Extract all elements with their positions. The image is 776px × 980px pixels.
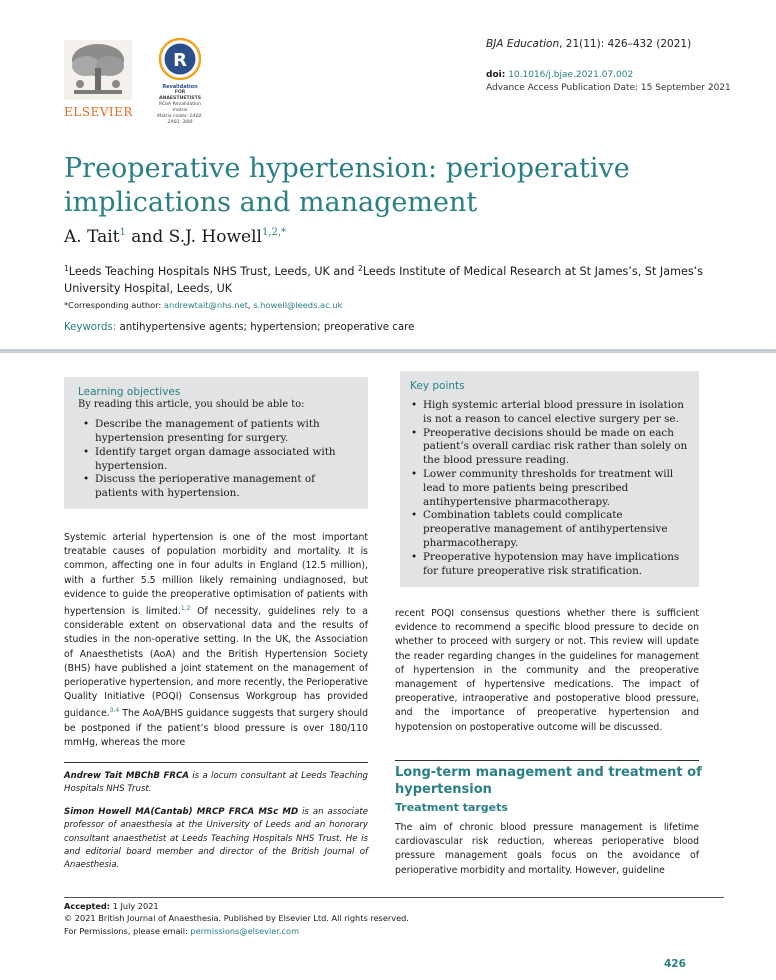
- key-points-box: [400, 371, 699, 587]
- access-date: Advance Access Publication Date: 15 September 2021: [486, 83, 731, 93]
- r-logo-caption: Revalidation: [162, 84, 198, 90]
- elsevier-logo: [64, 40, 133, 119]
- keywords-label: Keywords:: [64, 322, 117, 333]
- elsevier-tree-icon: [64, 40, 132, 100]
- affiliation-text: Leeds Institute of Medical Research at St James’s, St James’s University Hospital, Leeds, UK: [64, 265, 704, 295]
- body-text: Of necessity, guidelines rely to a considerable extent on observational data and the results of studies in the non-operative setting. In the UK, the Association of Anaesthetists (AoA) and the British Hypertension Society (BHS) have published a joint statement on the management of perioperative hypertension, and more recently, the Perioperative Quality Initiative (POQI) Consensus Workgroup has provided guidance.: [64, 606, 369, 720]
- corresponding-label: *Corresponding author:: [64, 300, 164, 310]
- body-paragraph: [64, 531, 368, 750]
- elsevier-wordmark: ELSEVIER: [64, 105, 133, 119]
- author-name: S.J. Howell: [168, 227, 262, 247]
- r-logo-caption: FOR ANAESTHETISTS: [158, 90, 202, 101]
- accepted-date: 1 July 2021: [110, 901, 159, 911]
- body-text: Systemic arterial hypertension is one of the most important treatable causes of population morbidity and mortality. It is common, affecting one in four adults in England (12.5 million), with a further 5.5 million likely remaining undiagnosed, but evidence to guide the preoperative optimisation of patients with hypertension is limited.: [64, 532, 368, 618]
- learning-objectives-title: Learning objectives: [78, 386, 181, 398]
- r-logo-codes: Matrix codes: 1A02, 2A03, 3I00: [157, 114, 203, 125]
- bio-text: is a locum consultant at Leeds Teaching Hospitals NHS Trust.: [64, 771, 368, 795]
- citation-ref[interactable]: 1,2: [180, 605, 191, 613]
- author-line: [64, 227, 286, 247]
- journal-header: [486, 38, 731, 93]
- affiliation-number: 2: [358, 264, 363, 273]
- author-bios: [64, 770, 368, 873]
- learning-objectives-intro: By reading this article, you should be able to:: [78, 399, 305, 410]
- citation-ref[interactable]: 3,4: [109, 707, 120, 715]
- subsection-heading: Treatment targets: [395, 801, 508, 814]
- accepted-line: [64, 900, 409, 912]
- r-logo-caption: RCoA Revalidation matrix: [158, 102, 201, 113]
- permissions-line: [64, 925, 409, 937]
- revalidation-r-icon: [157, 38, 203, 80]
- article-title: Preoperative hypertension: perioperative implications and management: [64, 153, 630, 218]
- body-paragraph: The aim of chronic blood pressure management is lifetime cardiovascular risk reduction, whereas perioperative blood pressure management goals focus on the avoidance of perioperative morbidity and mortality. However, guideline: [395, 822, 699, 876]
- email-separator: ,: [247, 300, 254, 310]
- learning-objectives-list: [78, 418, 356, 501]
- list-item: • Identify target organ damage associated with hypertension.: [82, 446, 356, 474]
- list-item: • Preoperative decisions should be made on each patient’s overall cardiac risk rather than solely on the blood pressure reading.: [410, 427, 689, 468]
- learning-objectives-box: [64, 377, 368, 509]
- body-text: The AoA/BHS guidance suggests that surgery should be postponed if the patient’s blood pressure is over 180/110 mmHg, whereas the more: [64, 708, 368, 748]
- revalidation-logo: [157, 38, 203, 125]
- email-link[interactable]: andrewtait@nhs.net: [163, 300, 248, 310]
- list-item: • Lower community thresholds for treatment will lead to more patients being prescribed antihypertensive pharmacotherapy.: [410, 468, 689, 509]
- bio-name: Andrew Tait MBChB FRCA: [64, 771, 189, 781]
- email-link[interactable]: permissions@elsevier.com: [190, 925, 300, 936]
- journal-citation: [486, 38, 731, 50]
- copyright-line: © 2021 British Journal of Anaesthesia. Published by Elsevier Ltd. All rights reserved.: [64, 913, 409, 924]
- author-affiliation-ref[interactable]: 1: [119, 227, 126, 238]
- keywords-text: antihypertensive agents; hypertension; preoperative care: [116, 322, 415, 333]
- list-item: • High systemic arterial blood pressure in isolation is not a reason to cancel elective surgery per se.: [410, 399, 689, 427]
- affiliations: [64, 260, 724, 297]
- list-item: • Discuss the perioperative management of patients with hypertension.: [82, 473, 356, 501]
- doi-label: doi:: [486, 70, 506, 80]
- key-points-list: [410, 399, 689, 578]
- affiliation-text: Leeds Teaching Hospitals NHS Trust, Leeds, UK and: [68, 265, 359, 278]
- list-item: • Combination tablets could complicate preoperative management of antihypertensive pharmacotherapy.: [410, 509, 689, 550]
- author-affiliation-ref[interactable]: 1,2,*: [261, 227, 287, 238]
- list-item: • Preoperative hypotension may have implications for future preoperative risk stratification.: [410, 551, 689, 579]
- email-link[interactable]: s.howell@leeds.ac.uk: [253, 300, 343, 310]
- journal-volume: , 21(11): 426–432 (2021): [559, 38, 692, 50]
- bio-divider: [64, 762, 368, 763]
- permissions-label: For Permissions, please email:: [64, 925, 191, 936]
- page-number: 426: [664, 958, 686, 970]
- keywords: [64, 322, 414, 333]
- author-conjunction: and: [125, 227, 169, 247]
- list-item: • Describe the management of patients with hypertension presenting for surgery.: [82, 418, 356, 446]
- section-divider: [395, 760, 699, 761]
- section-heading: Long-term management and treatment of hypertension: [395, 765, 702, 797]
- accepted-label: Accepted:: [64, 901, 111, 911]
- author-bio: [64, 770, 368, 797]
- doi-link[interactable]: 10.1016/j.bjae.2021.07.002: [508, 70, 634, 80]
- corresponding-author: [64, 300, 342, 310]
- footer-divider: [64, 897, 724, 898]
- r-logo-letter: R: [173, 50, 187, 71]
- author-name: A. Tait: [64, 227, 120, 247]
- doi-line: [486, 70, 731, 80]
- bio-text: is an associate professor of anaesthesia at the University of Leeds and an honorary consultant anaesthetist at Leeds Teaching Hospitals NHS Trust. He is and editorial board member and director of the British Journal of Anaesthesia.: [64, 806, 368, 871]
- body-paragraph: recent POQI consensus questions whether there is sufficient evidence to recommend a specific blood pressure to decide on whether to proceed with surgery or not. This review will update the reader regarding changes in the guidelines for management of hypertension in the community and the preoperative management of hypertensive medications. The impact of preoperative, intraoperative and postoperative blood pressure, and the importance of preoperative hypertension and hypotension on postoperative outcome will be discussed.: [395, 608, 699, 733]
- bio-name: Simon Howell MA(Cantab) MRCP FRCA MSc MD: [64, 806, 299, 817]
- header-divider: [0, 349, 776, 353]
- author-bio: [64, 806, 368, 873]
- key-points-title: Key points: [410, 380, 465, 392]
- journal-name: BJA Education: [486, 38, 560, 50]
- footer: [64, 900, 409, 937]
- affiliation-number: 1: [64, 264, 69, 273]
